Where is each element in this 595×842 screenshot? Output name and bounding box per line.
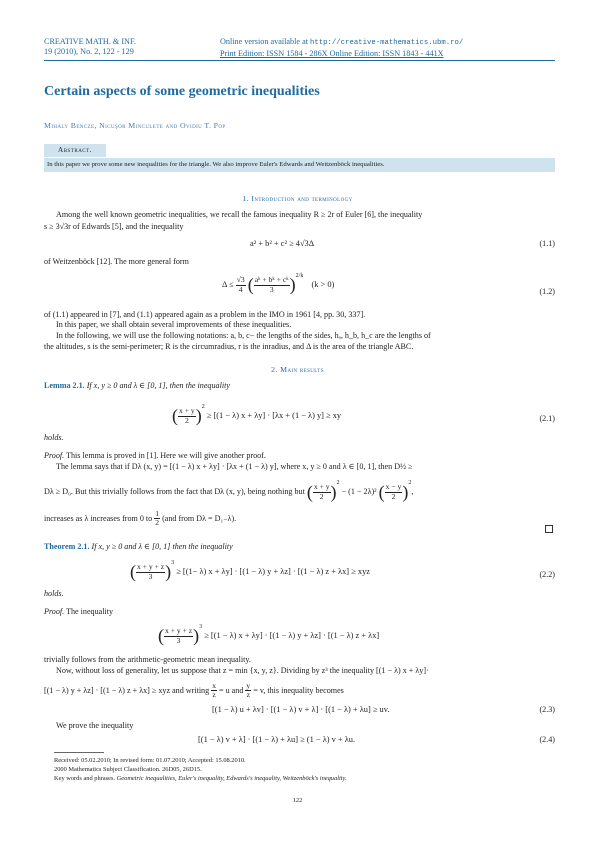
proof-2-line1: Proof. The inequality xyxy=(44,607,114,616)
proof-1-line1: Proof. This lemma is proved in [1]. Here we will give another proof. xyxy=(44,451,266,460)
notation-line1: In the following, we will use the following notations: a, b, c− the lengths of the sides, hₐ, h_b, h_c are the lengths of xyxy=(56,331,431,340)
intro-paragraph-line2: s ≥ 3√3r of Edwards [5], and the inequality xyxy=(44,222,184,231)
edition-info xyxy=(220,37,560,58)
equation-2-2: ( $\frac{x + y + z}{3}$ )$^3$ ≥ [(1− λ) x + λy] · [(1 − λ) y + λz] · [(1 − λ) z + λx] ≥ xyz xyxy=(130,560,370,582)
holds-text-2: holds. xyxy=(44,589,64,598)
imo-line: of (1.1) appeared in [7], and (1.1) appeared again as a problem in the IMO in 1961 [4, pp. 30, 337]. xyxy=(44,310,366,319)
online-url-link[interactable]: http://creative-mathematics.ubm.ro/ xyxy=(310,39,464,47)
equation-2-3-number: (2.3) xyxy=(539,705,555,714)
proof-1-line2: The lemma says that if Dλ (x, y) = [(1 − λ) x + λy] · [λx + (1 − λ) y], where x, y ≥ 0 and λ ∈ [0, 1], then D½ ≥ xyxy=(56,462,413,471)
equation-2-1: ( $\frac{x + y}{2}$ )$^2$ ≥ [(1 − λ) x + λy] · [λx + (1 − λ) y] ≥ xy xyxy=(172,404,342,426)
journal-info xyxy=(44,37,194,56)
equation-1-1-number: (1.1) xyxy=(539,239,555,248)
footnote-rule xyxy=(54,752,104,753)
equation-2-4: [(1 − λ) v + λ] · [(1 − λ) + λu] ≥ (1 − λ) v + λu. xyxy=(198,735,356,744)
received-dates: Received: 05.02.2010; In revised form: 01.07.2010; Accepted: 15.08.2010. xyxy=(54,757,246,764)
equation-unlabeled: ( $\frac{x + y + z}{3}$ )$^3$ ≥ [(1 − λ) x + λy] · [(1 − λ) y + λz] · [(1 − λ) z + λx] xyxy=(158,624,380,646)
proof-1-line3: Dλ ≥ D₀. But this trivially follows from the fact that Dλ (x, y), being nothing but ( $\frac{x + y}{2}$ )$^2$ − (1 − 2λ)² ( $\frac{x - y}{2}$ )$^2$, xyxy=(44,480,414,503)
prove-line: We prove the inequality xyxy=(56,721,134,730)
equation-2-2-number: (2.2) xyxy=(539,570,555,579)
equation-2-1-number: (2.1) xyxy=(539,414,555,423)
section-1-heading: 1. Introduction and terminology xyxy=(242,194,353,203)
msc-classification: 2000 Mathematics Subject Classification. 26D05, 26D15. xyxy=(54,766,202,773)
lemma-2-1: Lemma 2.1. If x, y ≥ 0 and λ ∈ [0, 1], then the inequality xyxy=(44,381,230,390)
eq12-inner-fraction: $\frac{\text{aᵏ + bᵏ + cᵏ}}{3}$ xyxy=(254,275,289,294)
abstract-text: In this paper we prove some new inequalities for the triangle. We also improve Euler's Edwards and Weitzenböck inequalities. xyxy=(44,158,555,172)
online-line: Online version available at http://creative-mathematics.ubm.ro/ xyxy=(220,37,464,47)
header-rule xyxy=(44,60,555,61)
proof-2-line2: trivially follows from the arithmetic-geometric mean inequality. xyxy=(44,655,251,664)
print-line: Print Edition: ISSN 1584 - 286X Online Edition: ISSN 1843 - 441X xyxy=(220,48,444,58)
weitzenbock-line: of Weitzenböck [12]. The more general form xyxy=(44,257,189,266)
holds-text-1: holds. xyxy=(44,433,64,442)
qed-square xyxy=(545,520,553,538)
equation-2-3: [(1 − λ) u + λv] · [(1 − λ) v + λ] · [(1 − λ) + λu] ≥ uv. xyxy=(212,705,390,714)
eq12-fraction: $\frac{√3}{4}$ xyxy=(236,275,245,294)
theorem-2-1: Theorem 2.1. If x, y ≥ 0 and λ ∈ [0, 1] then the inequality xyxy=(44,542,233,551)
proof-2-line4: [(1 − λ) y + λz] · [(1 − λ) z + λx] ≥ xyz and writing $\frac{x}{z}$ = u and $\frac{y}{z}$ = v, this inequality becomes xyxy=(44,681,344,700)
equation-2-4-number: (2.4) xyxy=(539,735,555,744)
journal-volume: 19 (2010), No. 2, 122 - 129 xyxy=(44,46,134,56)
equation-1-2: Δ ≤ $\frac{√3}{4}$ ( $\frac{\text{aᵏ + bᵏ + cᵏ}}{3}$ )$^{2/k}$ (k > 0) xyxy=(222,273,335,295)
eq12-exponent: 2/k xyxy=(295,273,304,279)
equation-1-2-number: (1.2) xyxy=(539,287,555,296)
lemma-heading: Lemma 2.1. xyxy=(44,381,85,390)
page-number: 122 xyxy=(292,797,303,804)
equation-1-1: a² + b² + c² ≥ 4√3Δ xyxy=(250,239,315,248)
section-2-heading: 2. Main results xyxy=(271,365,324,374)
paper-title: Certain aspects of some geometric inequalities xyxy=(44,84,320,99)
theorem-heading: Theorem 2.1. xyxy=(44,542,90,551)
abstract-label: Abstract. xyxy=(44,144,106,157)
proof-2-line3: Now, without loss of generality, let us suppose that z = min {x, y, z}. Dividing by z³ the inequality [(1 − λ) x + λy]· xyxy=(56,666,429,675)
improvements-line: In this paper, we shall obtain several improvements of these inequalities. xyxy=(56,320,292,329)
intro-paragraph-line1: Among the well known geometric inequalities, we recall the famous inequality R ≥ 2r of Euler [6], the inequality xyxy=(56,210,423,219)
journal-name: CREATIVE MATH. & INF. xyxy=(44,37,136,46)
proof-1-line4: increases as λ increases from 0 to $\frac{1}{2}$ (and from Dλ = D₁₋λ). xyxy=(44,509,237,528)
keywords: Key words and phrases. Geometric inequalities, Euler's inequality, Edwards's inequality, Weitzenböck's inequality. xyxy=(54,775,347,782)
paper-authors: Mihály Bencze, Nicuşor Minculete and Ovidiu T. Pop xyxy=(44,121,226,130)
notation-line2: the altitudes, s is the semi-perimeter; R is the circumradius, r is the inradius, and Δ is the area of the triangle ABC. xyxy=(44,342,414,351)
